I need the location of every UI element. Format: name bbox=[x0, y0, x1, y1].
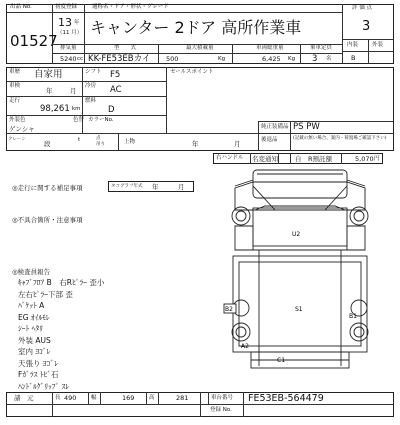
inspector-notes bbox=[18, 279, 104, 394]
fuel-label: 燃料 bbox=[85, 98, 97, 104]
crane-label: クレーン bbox=[8, 137, 26, 142]
first-registration-year: 13 bbox=[58, 16, 72, 29]
displacement-label: 排気量 bbox=[60, 45, 77, 51]
crane-point: 点 bbox=[96, 136, 101, 141]
mark-a2: A2 bbox=[241, 343, 249, 350]
note-line: 左右ﾋﾟﾗｰ下部 歪 bbox=[18, 289, 73, 299]
interior-grade: B bbox=[351, 54, 356, 62]
length-label: 長 bbox=[55, 395, 61, 401]
usage-label: 車歴 bbox=[9, 69, 21, 75]
tax-deposit-value: 5,070 bbox=[355, 155, 374, 163]
height-label: 高 bbox=[149, 395, 155, 401]
upper-body-label: 上物 bbox=[124, 139, 136, 145]
ac-label: 冷房 bbox=[85, 83, 97, 89]
mileage-value: 98,261 bbox=[40, 104, 70, 114]
usage-value: 自家用 bbox=[34, 69, 63, 80]
note-line: ｼｰﾄ ﾍﾀﾘ bbox=[18, 324, 43, 333]
score-value: 3 bbox=[362, 19, 371, 34]
mark-u2: U2 bbox=[292, 231, 301, 238]
ac-value: AC bbox=[110, 85, 122, 95]
note-line: ﾊﾝﾄﾞﾙｸﾞﾘｯﾌﾟ ｽﾚ bbox=[18, 381, 70, 391]
note-line: 天張り ﾖｺﾞﾚ bbox=[18, 358, 58, 368]
max-load-unit: Kg bbox=[218, 56, 226, 62]
title-transfer-label: 名変通知 bbox=[252, 155, 278, 163]
model-label: 型 式 bbox=[114, 45, 137, 51]
score-label: 評 価 点 bbox=[352, 5, 372, 11]
crane-stage: 段 bbox=[44, 140, 51, 148]
rear-label: 後退品 bbox=[261, 137, 278, 143]
mileage-label: 走行 bbox=[9, 98, 21, 104]
fuel-value: D bbox=[108, 105, 115, 115]
first-registration-year-unit: 年 bbox=[74, 20, 80, 26]
rear-note: (記載の無い場合、案内・荷置場ご確認下さい) bbox=[293, 136, 387, 141]
inspection-month: 月 bbox=[70, 87, 77, 95]
tachograph-label: タコグラフ年式 bbox=[111, 184, 143, 189]
gross-weight-value: 6,425 bbox=[262, 55, 281, 63]
capacity-value: 3 bbox=[312, 54, 318, 64]
interior-label: 内装 bbox=[347, 42, 359, 48]
frame-number-label: 車台番号 bbox=[211, 395, 234, 401]
model-value: KK-FE53EBカイ bbox=[88, 54, 151, 64]
shift-label: シフト bbox=[85, 69, 102, 75]
note-line: EG ｵｲﾙﾓﾚ bbox=[18, 312, 50, 322]
mark-b2: B2 bbox=[225, 306, 233, 313]
tachograph-year: 年 bbox=[152, 183, 159, 191]
first-registration-month: （11 月） bbox=[57, 30, 83, 36]
gross-weight-label: 車両総重量 bbox=[256, 45, 284, 51]
tax-deposit-label: 自 R預託額 bbox=[295, 155, 333, 163]
displacement-value: 5240 bbox=[60, 55, 77, 63]
first-registration-label: 初度登録 bbox=[55, 4, 78, 10]
inspector-report-label: ◎検査員報告 bbox=[12, 268, 51, 276]
mark-s1: S1 bbox=[295, 306, 303, 313]
note-line: ﾊﾞｹｯﾄ A bbox=[18, 301, 45, 310]
upper-body-year: 年 bbox=[192, 140, 199, 148]
max-load-label: 最大積載量 bbox=[186, 45, 214, 51]
equipment-label: 純正装備品 bbox=[261, 124, 289, 130]
tax-deposit-unit: 円 bbox=[374, 156, 380, 162]
color-change-label: 色替 bbox=[73, 117, 85, 123]
note-line: ｷｬﾌﾞﾌﾛｱ B 右Rﾋﾟﾗｰ 歪小 bbox=[18, 278, 105, 287]
body-color-value: ゲンシャ bbox=[9, 125, 35, 133]
defects-label: ◎不具合箇所・注意事項 bbox=[12, 216, 83, 224]
tachograph-month: 月 bbox=[178, 183, 185, 191]
registration-label: 登録 No. bbox=[210, 407, 232, 413]
exterior-label: 外装 bbox=[372, 42, 384, 48]
length-value: 490 bbox=[64, 394, 77, 402]
crane-ton: t bbox=[78, 137, 81, 143]
note-line: 外装 AUS bbox=[18, 335, 51, 345]
equipment-value: PS PW bbox=[293, 122, 320, 132]
displacement-unit: cc bbox=[77, 56, 84, 62]
shift-value: F5 bbox=[110, 70, 121, 80]
mark-c1: C1 bbox=[277, 357, 286, 364]
truck-diagram bbox=[215, 166, 385, 388]
upper-body-month: 月 bbox=[234, 140, 241, 148]
lot-number: 01527 bbox=[10, 32, 58, 50]
capacity-label: 乗車定員 bbox=[310, 45, 333, 51]
note-line: 室内 ﾖｺﾞﾚ bbox=[18, 347, 51, 356]
gross-weight-unit: Kg bbox=[288, 56, 296, 62]
steering-position: 右ハンドル bbox=[216, 155, 244, 161]
supplementary-label: ◎走行に関する補足事項 bbox=[12, 184, 83, 192]
inspection-year: 年 bbox=[46, 87, 53, 95]
width-value: 169 bbox=[122, 394, 135, 402]
color-number-label: カラーNo. bbox=[88, 117, 114, 123]
crane-hook: 吊り bbox=[96, 142, 105, 147]
note-line: Fｶﾞﾗｽ ﾄﾋﾞ石 bbox=[18, 370, 59, 379]
width-label: 幅 bbox=[91, 395, 97, 401]
lot-label: 出品 No. bbox=[10, 4, 32, 10]
dimensions-label: 諸 元 bbox=[14, 394, 34, 402]
height-value: 281 bbox=[176, 394, 189, 402]
mark-b1: B1 bbox=[349, 313, 357, 320]
frame-number-value: FE53EB-564479 bbox=[248, 393, 324, 404]
vehicle-name-label: 通称名・ドア・形状・グレード bbox=[92, 4, 169, 10]
max-load-value: 500 bbox=[166, 55, 179, 63]
capacity-unit: 名 bbox=[326, 56, 332, 62]
inspection-label: 車検 bbox=[9, 83, 21, 89]
selling-points-label: セールスポイント bbox=[170, 69, 214, 75]
body-color-label: 外装色 bbox=[9, 117, 26, 123]
vehicle-name: キャンター 2ドア 高所作業車 bbox=[90, 18, 302, 37]
mileage-unit: km bbox=[72, 106, 81, 112]
